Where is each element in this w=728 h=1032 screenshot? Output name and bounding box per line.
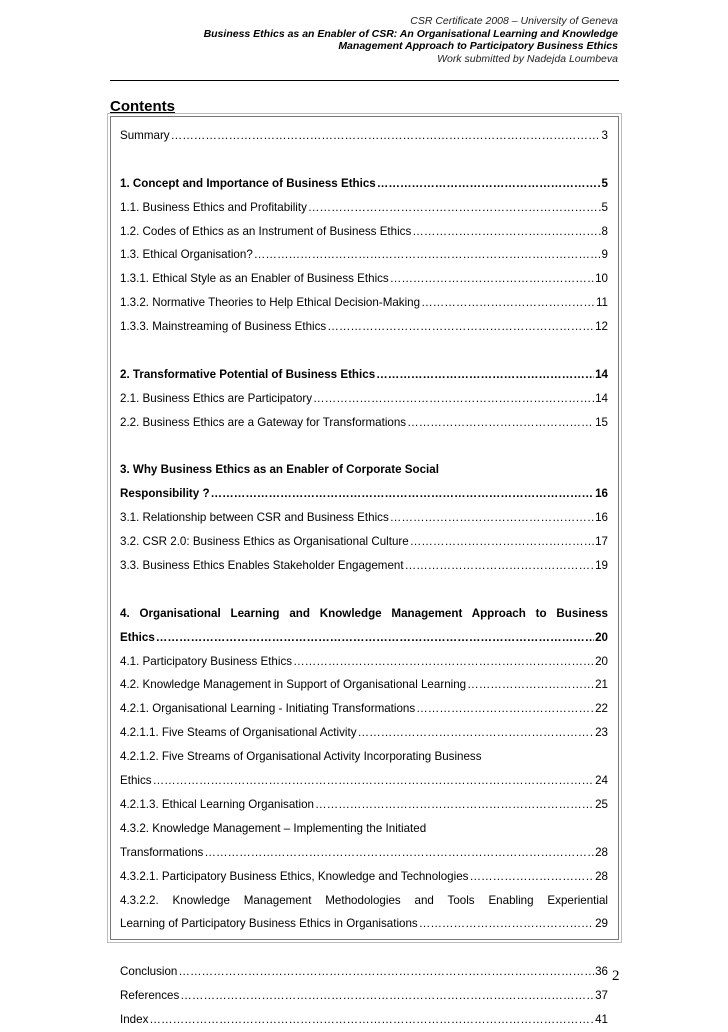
toc-entry-page: 20 (595, 630, 608, 644)
toc-entry-page: 41 (595, 1012, 608, 1026)
toc-entry-2-2[interactable] (120, 411, 608, 435)
toc-entry-index[interactable] (120, 1008, 608, 1032)
toc-entry-title: 1.3.1. Ethical Style as an Enabler of Business Ethics (120, 272, 389, 286)
toc-entry-3-3[interactable] (120, 554, 608, 578)
toc-entry-title: 2. Transformative Potential of Business Ethics (120, 367, 376, 381)
toc-entry-4-3-2-1[interactable] (120, 865, 608, 889)
toc-entry-page: 21 (595, 678, 608, 692)
toc-entry-section-1[interactable] (120, 172, 608, 196)
toc-entry-title: 1.3.3. Mainstreaming of Business Ethics (120, 320, 327, 334)
toc-entry-page: 14 (595, 391, 608, 405)
toc-entry-page: 28 (595, 869, 608, 883)
toc-entry-page: 17 (595, 535, 608, 549)
toc-entry-4-3-2-line1[interactable] (120, 817, 608, 841)
toc-entry-page: 12 (595, 320, 608, 334)
toc-entry-title: 2.2. Business Ethics are a Gateway for Transformations (120, 415, 407, 429)
page-number: 2 (612, 968, 620, 984)
toc-entry-title: 1. Concept and Importance of Business Ethics (120, 176, 376, 190)
toc-entry-3-2[interactable] (120, 530, 608, 554)
toc-entry-page: 16 (595, 487, 608, 501)
toc-entry-page: 37 (595, 989, 608, 1003)
toc-entry-page: 9 (601, 248, 608, 262)
toc-entry-1-1[interactable] (120, 196, 608, 220)
toc-entry-title: 1.3.2. Normative Theories to Help Ethical Decision-Making (120, 296, 421, 310)
toc-entry-section-3[interactable] (120, 482, 608, 506)
toc-entry-4-2[interactable] (120, 673, 608, 697)
toc-entry-title: 2.1. Business Ethics are Participatory (120, 391, 313, 405)
toc-entry-3-1[interactable] (120, 506, 608, 530)
toc-entry-4-3-2[interactable] (120, 841, 608, 865)
toc-entry-title: 4.3.2. Knowledge Management – Implementing the Initiated (120, 821, 427, 835)
toc-entry-title-cont: Ethics (120, 774, 152, 788)
toc-entry-section-3-line1[interactable] (120, 458, 608, 482)
toc-entry-summary[interactable] (120, 124, 608, 148)
toc-entry-page: 24 (595, 774, 608, 788)
toc-entry-1-3-3[interactable] (120, 315, 608, 339)
toc-entry-title: References (120, 989, 180, 1003)
toc-entry-title: 4.2. Knowledge Management in Support of Organisational Learning (120, 678, 467, 692)
contents-heading: Contents (110, 98, 175, 115)
toc-entry-title: 4.3.2.2. Knowledge Management Methodologies and Tools Enabling Experiential (120, 893, 608, 907)
toc-entry-title: 1.3. Ethical Organisation? (120, 248, 253, 262)
toc-entry-title-cont: Transformations (120, 845, 204, 859)
toc-entry-page: 10 (595, 272, 608, 286)
toc-entry-title: Conclusion (120, 965, 178, 979)
toc-entry-4-3-2-2[interactable] (120, 912, 608, 936)
header-author: Work submitted by Nadejda Loumbeva (437, 52, 618, 65)
toc-entry-page: 15 (595, 415, 608, 429)
toc-entry-title: 4.1. Participatory Business Ethics (120, 654, 293, 668)
toc-entry-title: 1.1. Business Ethics and Profitability (120, 200, 307, 214)
toc-entry-page: 25 (595, 797, 608, 811)
toc-entry-1-3-1[interactable] (120, 267, 608, 291)
toc-entry-4-1[interactable] (120, 650, 608, 674)
header-title-line1: Business Ethics as an Enabler of CSR: An Organisational Learning and Knowledge (203, 27, 618, 40)
toc-entry-title: Summary (120, 129, 170, 142)
toc-entry-4-2-1[interactable] (120, 697, 608, 721)
toc-entry-references[interactable] (120, 984, 608, 1008)
toc-entry-4-3-2-2-line1[interactable] (120, 889, 608, 913)
toc-entry-1-3[interactable] (120, 243, 608, 267)
toc-entry-title: 4.2.1.1. Five Steams of Organisational Activity (120, 726, 357, 740)
toc-entry-title: 4.2.1.2. Five Streams of Organisational Activity Incorporating Business (120, 750, 482, 764)
toc-entry-4-2-1-2[interactable] (120, 769, 608, 793)
toc-entry-page: 29 (595, 917, 608, 931)
table-of-contents (110, 116, 619, 1026)
toc-entry-page: 5 (601, 176, 608, 190)
toc-entry-page: 14 (595, 367, 608, 381)
toc-entry-page: 11 (595, 296, 608, 310)
toc-entry-page: 5 (601, 200, 608, 214)
toc-entry-title: 4. Organisational Learning and Knowledge Management Approach to Business (120, 606, 608, 620)
toc-entry-title: Index (120, 1012, 149, 1026)
toc-entry-page: 16 (595, 511, 608, 525)
toc-entry-page: 36 (595, 965, 608, 979)
toc-entry-section-2[interactable] (120, 363, 608, 387)
toc-entry-title: 1.2. Codes of Ethics as an Instrument of Business Ethics (120, 224, 412, 238)
toc-entry-title-cont: Ethics (120, 630, 155, 644)
page-header (78, 15, 618, 65)
toc-entry-2-1[interactable] (120, 387, 608, 411)
toc-entry-page: 20 (595, 654, 608, 668)
toc-entry-title-cont: Learning of Participatory Business Ethics in Organisations (120, 917, 418, 931)
toc-entry-page: 8 (601, 224, 608, 238)
toc-entry-title: 4.2.1. Organisational Learning - Initiating Transformations (120, 702, 416, 716)
toc-entry-4-2-1-3[interactable] (120, 793, 608, 817)
toc-entry-section-4[interactable] (120, 626, 608, 650)
toc-entry-conclusion[interactable] (120, 960, 608, 984)
toc-entry-1-2[interactable] (120, 220, 608, 244)
toc-entry-title: 3.1. Relationship between CSR and Business Ethics (120, 511, 389, 525)
toc-entry-page: 22 (595, 702, 608, 716)
toc-entry-title: 4.3.2.1. Participatory Business Ethics, Knowledge and Technologies (120, 869, 469, 883)
toc-entry-page: 28 (595, 845, 608, 859)
toc-entry-page: 3 (601, 129, 608, 142)
toc-entry-section-4-line1[interactable] (120, 602, 608, 626)
toc-entry-1-3-2[interactable] (120, 291, 608, 315)
toc-entry-title: 3.3. Business Ethics Enables Stakeholder Engagement (120, 559, 404, 573)
toc-entry-title-cont: Responsibility ? (120, 487, 210, 501)
toc-entry-page: 19 (595, 559, 608, 573)
header-divider (110, 80, 619, 81)
header-certificate: CSR Certificate 2008 – University of Geneva (410, 15, 618, 27)
toc-entry-title: 3.2. CSR 2.0: Business Ethics as Organisational Culture (120, 535, 409, 549)
toc-entry-page: 23 (595, 726, 608, 740)
header-title-line2: Management Approach to Participatory Business Ethics (338, 40, 618, 52)
toc-entry-4-2-1-2-line1[interactable] (120, 745, 608, 769)
toc-entry-title: 3. Why Business Ethics as an Enabler of Corporate Social (120, 463, 439, 477)
toc-entry-title: 4.2.1.3. Ethical Learning Organisation (120, 797, 314, 811)
toc-entry-4-2-1-1[interactable] (120, 721, 608, 745)
